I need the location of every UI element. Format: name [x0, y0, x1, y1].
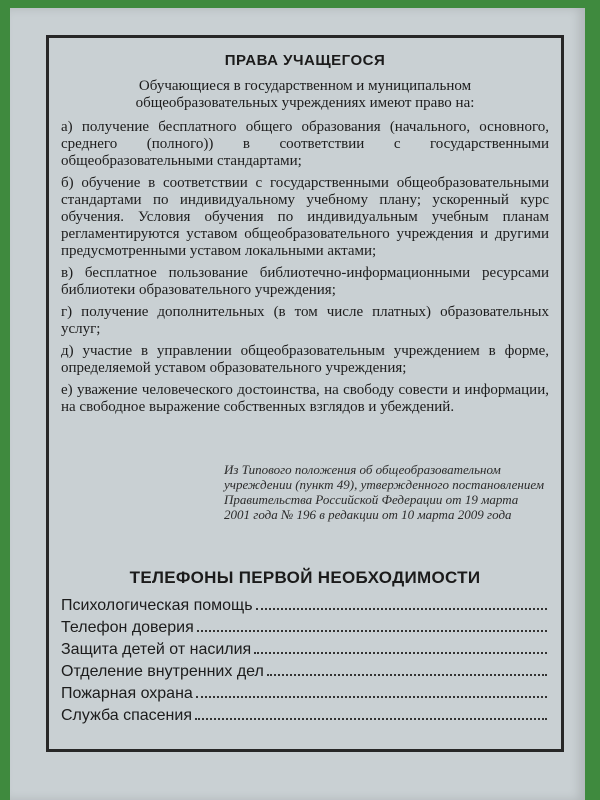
rights-item-e: е) уважение человеческого достоинства, на свободу совести и информации, на свободное выражение собственных взглядов и убеждений.	[61, 382, 549, 415]
rights-intro	[89, 78, 521, 112]
phones-title: ТЕЛЕФОНЫ ПЕРВОЙ НЕОБХОДИМОСТИ	[129, 568, 481, 587]
rights-title: ПРАВА УЧАЩЕГОСЯ	[224, 52, 386, 69]
phone-fill-line[interactable]	[195, 706, 547, 720]
phone-fill-line[interactable]	[256, 596, 547, 610]
phone-label: Психологическая помощь	[61, 597, 253, 614]
phone-row	[61, 684, 547, 706]
content-frame	[46, 35, 564, 752]
rights-item-d: д) участие в управлении общеобразовательным учреждением в форме, определяемой уставом образовательного учреждения;	[61, 343, 549, 376]
phone-fill-line[interactable]	[254, 640, 547, 654]
phone-row	[61, 618, 547, 640]
intro-line: Обучающиеся в государственном и муниципальном	[138, 78, 472, 94]
rights-list	[61, 119, 549, 421]
phone-fill-line[interactable]	[196, 684, 547, 698]
notebook-page	[10, 8, 585, 800]
rights-item-a: а) получение бесплатного общего образования (начального, основного, среднего (полного)) в соответствии с государственными общеобразовательными стандартами;	[61, 119, 549, 169]
phone-list	[61, 596, 547, 728]
rights-item-v: в) бесплатное пользование библиотечно-информационными ресурсами библиотеки образовательного учреждения;	[61, 265, 549, 298]
phone-fill-line[interactable]	[267, 662, 547, 676]
phone-label: Служба спасения	[61, 707, 192, 724]
phone-row	[61, 706, 547, 728]
phone-label: Отделение внутренних дел	[61, 663, 264, 680]
rights-item-b: б) обучение в соответствии с государственными общеобразовательными стандартами по индивидуальному учебному плану; ускоренный курс обучения. Условия обучения по индивидуальным учебным планам регламентируются уставом общеобразовательного учреждения и другими предусмотренными уставом локальными актами;	[61, 175, 549, 259]
phone-label: Телефон доверия	[61, 619, 194, 636]
phone-label: Пожарная охрана	[61, 685, 193, 702]
phone-row	[61, 662, 547, 684]
phone-row	[61, 596, 547, 618]
intro-line: общеобразовательных учреждениях имеют право на:	[135, 95, 475, 111]
phone-fill-line[interactable]	[197, 618, 547, 632]
rights-item-g: г) получение дополнительных (в том числе платных) образовательных услуг;	[61, 304, 549, 337]
phone-label: Защита детей от насилия	[61, 641, 252, 658]
source-citation: Из Типового положения об общеобразовательном учреждении (пункт 49), утвержденного постановлением Правительства Российской Федерации от 19 марта 2001 года № 196 в редакции от 10 марта 2009 года	[224, 462, 545, 522]
phone-row	[61, 640, 547, 662]
